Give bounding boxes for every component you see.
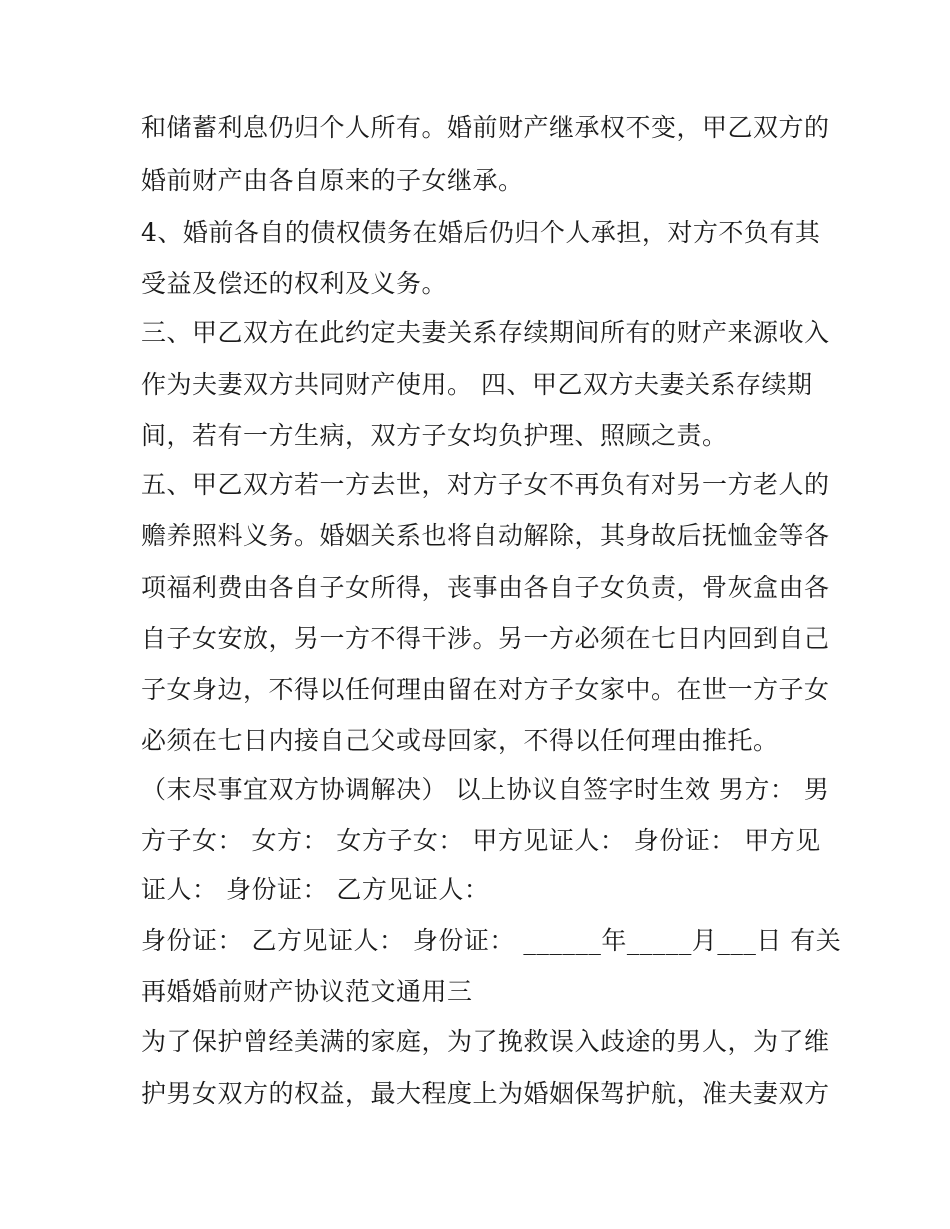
text-line: 必须在七日内接自己父或母回家，不得以任何理由推托。: [141, 726, 779, 755]
text-line: 项福利费由各自子女所得，丧事由各自子女负责，骨灰盒由各: [141, 573, 830, 602]
section-title: 再婚婚前财产协议范文通用三: [141, 977, 473, 1006]
text-line: 4、婚前各自的债权债务在婚后仍归个人承担，对方不负有其: [141, 218, 821, 247]
text-line: 方子女： 女方： 女方子女： 甲方见证人： 身份证： 甲方见: [141, 826, 821, 855]
text-line: 赡养照料义务。婚姻关系也将自动解除，其身故后抚恤金等各: [141, 521, 830, 550]
text-line: 三、甲乙双方在此约定夫妻关系存续期间所有的财产来源收入: [141, 318, 830, 347]
text-line: 护男女双方的权益，最大程度上为婚姻保驾护航，准夫妻双方: [141, 1079, 830, 1108]
text-line: 证人： 身份证： 乙方见证人：: [141, 875, 490, 904]
text-line: 子女身边，不得以任何理由留在对方子女家中。在世一方子女: [141, 675, 830, 704]
text-line: 身份证： 乙方见证人： 身份证： ______年_____月___日 有关: [141, 926, 842, 955]
text-line: 受益及偿还的权利及义务。: [141, 269, 448, 298]
text-line: 为了保护曾经美满的家庭，为了挽救误入歧途的男人，为了维: [141, 1027, 830, 1056]
text-line: 自子女安放，另一方不得干涉。另一方必须在七日内回到自己: [141, 624, 830, 653]
text-line: 间，若有一方生病，双方子女均负护理、照顾之责。: [141, 421, 728, 450]
text-line: 五、甲乙双方若一方去世，对方子女不再负有对另一方老人的: [141, 470, 830, 499]
text-line: 作为夫妻双方共同财产使用。 四、甲乙双方夫妻关系存续期: [141, 370, 813, 399]
text-line: （末尽事宜双方协调解决） 以上协议自签字时生效 男方： 男: [141, 775, 830, 804]
text-line: 和储蓄利息仍归个人所有。婚前财产继承权不变，甲乙双方的: [141, 113, 830, 142]
text-line: 婚前财产由各自原来的子女继承。: [141, 166, 524, 195]
